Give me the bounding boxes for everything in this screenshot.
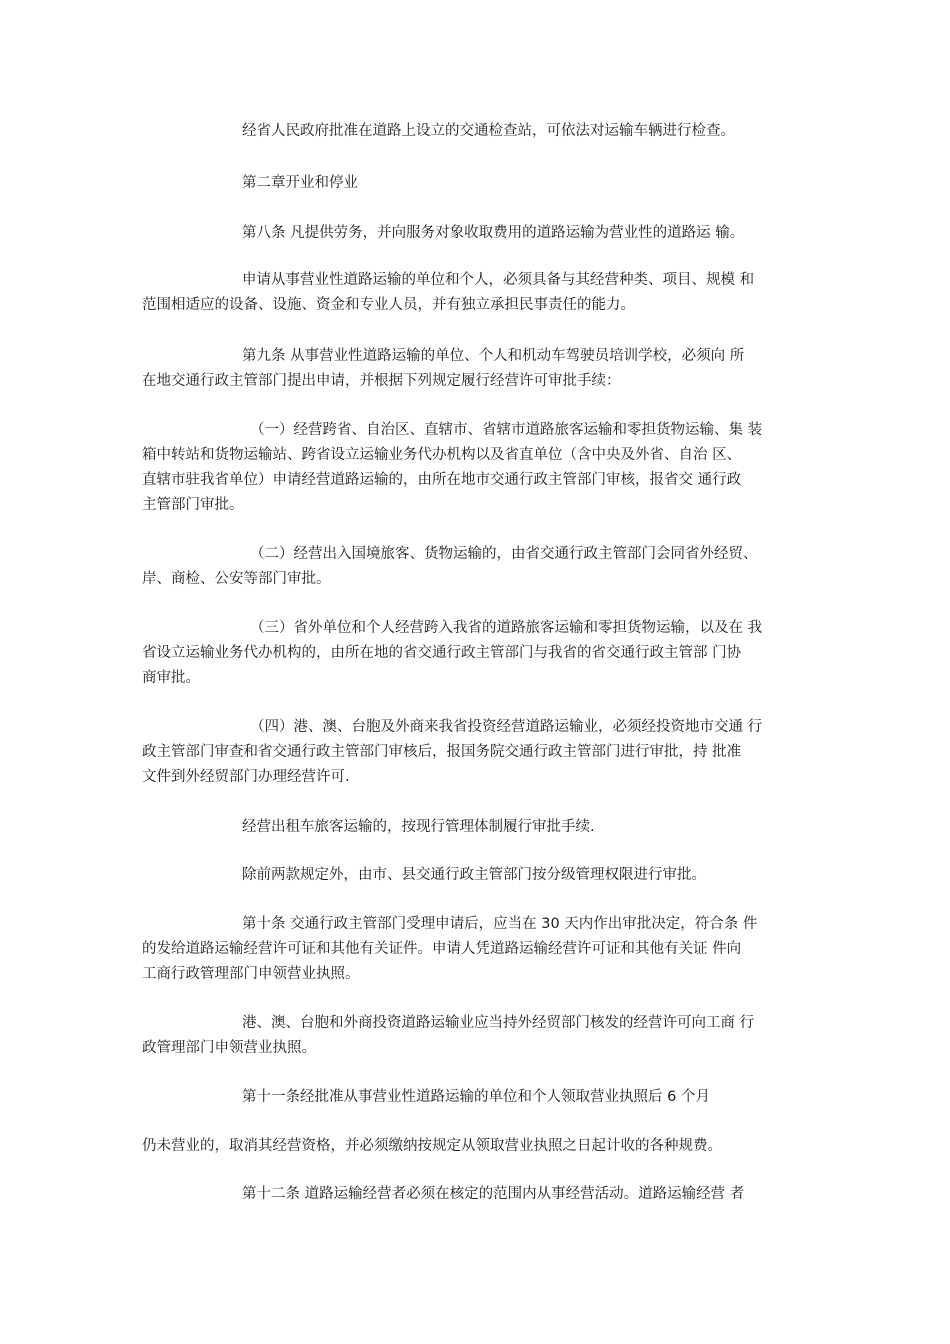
item-4 bbox=[142, 715, 822, 790]
text-line: 直辖市驻我省单位）申请经营道路运输的，由所在地市交通行政主管部门审核，报省交 通行政 bbox=[142, 472, 742, 488]
text-line: 箱中转站和货物运输站、跨省设立运输业务代办机构以及省直单位（含中央及外省、自治 区、 bbox=[142, 447, 742, 463]
text-line: 第十条 交通行政主管部门受理申请后，应当在 30 天内作出审批决定，符合条 件 bbox=[242, 916, 758, 932]
text-line: 在地交通行政主管部门提出申请，并根据下列规定履行经营许可审批手续： bbox=[142, 373, 621, 389]
text-line: 政管理部门申领营业执照。 bbox=[142, 1040, 316, 1056]
text-line: （三）省外单位和个人经营跨入我省的道路旅客运输和零担货物运输，以及在 我 bbox=[250, 620, 763, 636]
text-line: 第十一条经批准从事营业性道路运输的单位和个人领取营业执照后 6 个月 bbox=[242, 1089, 710, 1105]
item-2 bbox=[142, 542, 822, 592]
text-line: （一）经营跨省、自治区、直辖市、省辖市道路旅客运输和零担货物运输、集 装 bbox=[250, 422, 763, 438]
paragraph-other-approval bbox=[142, 863, 822, 888]
text-line: 范围相适应的设备、设施、资金和专业人员，并有独立承担民事责任的能力。 bbox=[142, 297, 635, 313]
text-line: 商审批。 bbox=[142, 670, 200, 686]
item-1 bbox=[142, 418, 822, 518]
text-line: 的发给道路运输经营许可证和其他有关证件。申请人凭道路运输经营许可证和其他有关证 件向 bbox=[142, 941, 742, 957]
article-9 bbox=[142, 344, 822, 394]
text-line: 仍未营业的，取消其经营资格，并必须缴纳按规定从领取营业执照之日起计收的各种规费。 bbox=[142, 1138, 722, 1154]
text-line: 文件到外经贸部门办理经营许可. bbox=[142, 769, 350, 785]
text-line: 申请从事营业性道路运输的单位和个人，必须具备与其经营种类、项目、规模 和 bbox=[242, 272, 755, 288]
item-3 bbox=[142, 616, 822, 691]
text-line: （四）港、澳、台胞及外商来我省投资经营道路运输业，必须经投资地市交通 行 bbox=[250, 719, 763, 735]
text-line: 岸、商检、公安等部门审批。 bbox=[142, 571, 331, 587]
chapter-heading bbox=[142, 171, 822, 196]
article-11 bbox=[142, 1085, 822, 1110]
paragraph-taxi bbox=[142, 815, 822, 840]
text-line: （二）经营出入国境旅客、货物运输的，由省交通行政主管部门会同省外经贸、 bbox=[250, 546, 758, 562]
paragraph-article-11-continued bbox=[142, 1134, 822, 1159]
text-line: 主管部门审批。 bbox=[142, 497, 244, 513]
text-line: 第十二条 道路运输经营者必须在核定的范围内从事经营活动。道路运输经营 者 bbox=[242, 1186, 745, 1202]
paragraph-foreign-investment bbox=[142, 1011, 822, 1061]
text-line: 政主管部门审查和省交通行政主管部门审核后，报国务院交通行政主管部门进行审批，持 批准 bbox=[142, 744, 742, 760]
text-line: 工商行政管理部门申领营业执照。 bbox=[142, 966, 360, 982]
text-line: 经营出租车旅客运输的，按现行管理体制履行审批手续. bbox=[242, 819, 595, 835]
text-line: 第八条 凡提供劳务，并向服务对象收取费用的道路运输为营业性的道路运 输。 bbox=[242, 225, 745, 241]
text-line: 第二章开业和停业 bbox=[242, 175, 358, 191]
text-line: 第九条 从事营业性道路运输的单位、个人和机动车驾驶员培训学校，必须向 所 bbox=[242, 348, 745, 364]
article-10 bbox=[142, 912, 822, 987]
article-12 bbox=[142, 1182, 822, 1207]
paragraph-application-requirements bbox=[142, 268, 822, 318]
text-line: 除前两款规定外，由市、县交通行政主管部门按分级管理权限进行审批。 bbox=[242, 867, 706, 883]
paragraph-checkpoint bbox=[142, 119, 822, 144]
text-line: 经省人民政府批准在道路上设立的交通检查站，可依法对运输车辆进行检查。 bbox=[242, 123, 735, 139]
text-line: 省设立运输业务代办机构的，由所在地的省交通行政主管部门与我省的省交通行政主管部 门协 bbox=[142, 645, 742, 661]
text-line: 港、澳、台胞和外商投资道路运输业应当持外经贸部门核发的经营许可向工商 行 bbox=[242, 1015, 755, 1031]
article-8 bbox=[142, 221, 822, 246]
